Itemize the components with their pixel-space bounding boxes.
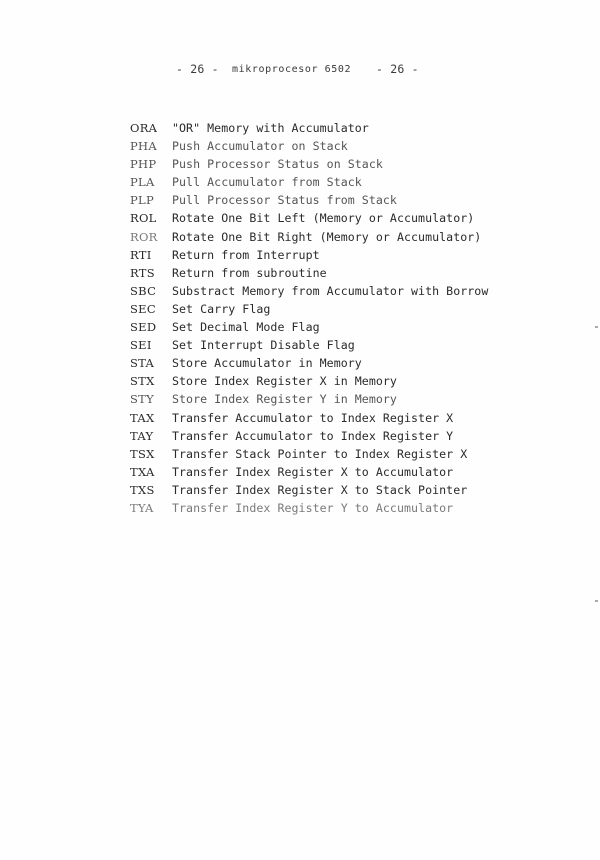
mnemonic: PLP	[130, 193, 155, 208]
mnemonic: SEI	[130, 338, 152, 353]
list-item	[0, 228, 600, 246]
description: Transfer Index Register X to Stack Pointer	[172, 482, 468, 497]
mnemonic: TSX	[130, 446, 155, 461]
mnemonic: STY	[130, 392, 155, 407]
description: Transfer Index Register X to Accumulator	[172, 464, 454, 479]
mnemonic: SBC	[130, 283, 157, 298]
mnemonic: PLA	[130, 175, 155, 190]
list-item	[0, 119, 600, 137]
description: Set Decimal Mode Flag	[172, 320, 320, 335]
mnemonic: PHP	[130, 157, 157, 172]
list-item	[0, 481, 600, 499]
mnemonic: TXA	[130, 464, 155, 479]
description: Push Processor Status on Stack	[172, 157, 383, 172]
description: Pull Accumulator from Stack	[172, 175, 362, 190]
mnemonic: SED	[130, 320, 157, 335]
description: Store Index Register Y in Memory	[172, 392, 397, 407]
description: Transfer Stack Pointer to Index Register X	[172, 446, 468, 461]
list-item	[0, 137, 600, 155]
mnemonic: PHA	[130, 139, 157, 154]
list-item	[0, 155, 600, 173]
description: Transfer Index Register Y to Accumulator	[172, 500, 454, 515]
instruction-list	[0, 119, 600, 517]
mnemonic: SEC	[130, 301, 156, 316]
list-item	[0, 445, 600, 463]
description: "OR" Memory with Accumulator	[172, 121, 369, 135]
list-item	[0, 300, 600, 318]
description: Return from Interrupt	[172, 247, 320, 262]
list-item	[0, 246, 600, 264]
page-number-right: - 26 -	[376, 62, 419, 76]
mnemonic: STA	[130, 356, 155, 371]
list-item	[0, 354, 600, 372]
mnemonic: STX	[130, 374, 155, 389]
description: Substract Memory from Accumulator with Borrow	[172, 283, 489, 298]
mnemonic: ORA	[130, 121, 158, 135]
scan-mark	[595, 326, 598, 328]
mnemonic: TAY	[130, 428, 154, 443]
mnemonic: ROR	[130, 229, 158, 244]
description: Pull Processor Status from Stack	[172, 193, 397, 208]
list-item	[0, 372, 600, 390]
list-item	[0, 191, 600, 209]
scan-mark	[595, 600, 598, 602]
mnemonic: TYA	[130, 500, 154, 515]
description: Transfer Accumulator to Index Register Y	[172, 428, 454, 443]
list-item	[0, 336, 600, 354]
description: Return from subroutine	[172, 265, 327, 280]
description: Rotate One Bit Right (Memory or Accumulator)	[172, 229, 482, 244]
description: Set Carry Flag	[172, 301, 271, 316]
mnemonic: RTS	[130, 265, 155, 280]
mnemonic: TAX	[130, 410, 155, 425]
list-item	[0, 463, 600, 481]
list-item	[0, 427, 600, 445]
description: Store Accumulator in Memory	[172, 356, 362, 371]
mnemonic: RTI	[130, 247, 152, 262]
description: Store Index Register X in Memory	[172, 374, 397, 389]
description: Set Interrupt Disable Flag	[172, 338, 355, 353]
mnemonic: ROL	[130, 211, 157, 226]
description: Transfer Accumulator to Index Register X	[172, 410, 454, 425]
document-title: mikroprocesor 6502	[232, 64, 352, 75]
mnemonic: TXS	[130, 482, 155, 497]
list-item	[0, 499, 600, 517]
list-item	[0, 209, 600, 227]
description: Push Accumulator on Stack	[172, 139, 348, 154]
list-item	[0, 173, 600, 191]
list-item	[0, 264, 600, 282]
list-item	[0, 318, 600, 336]
list-item	[0, 282, 600, 300]
list-item	[0, 390, 600, 408]
list-item	[0, 409, 600, 427]
description: Rotate One Bit Left (Memory or Accumulator)	[172, 211, 475, 226]
page-number-left: - 26 -	[176, 62, 219, 76]
